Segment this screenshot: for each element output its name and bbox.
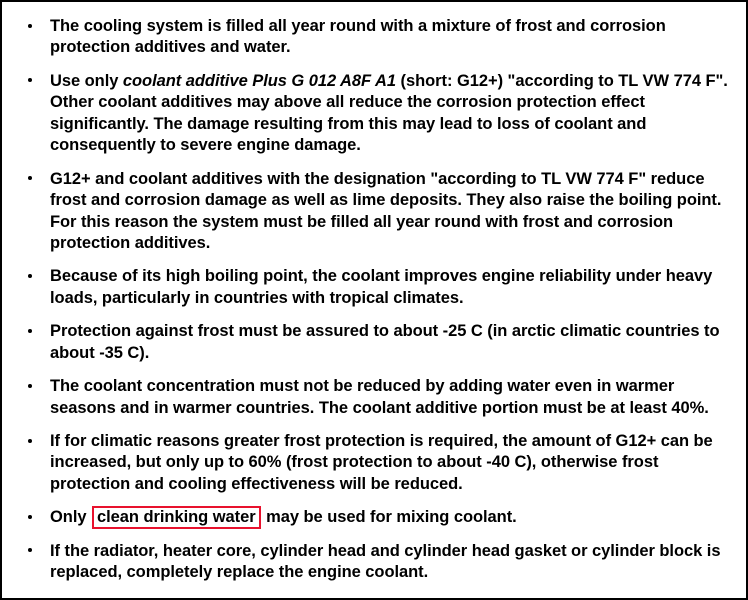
paragraph-text: Because of its high boiling point, the coolant improves engine reliability under heavy loads, particularly in countries with tropical climates.: [50, 267, 713, 307]
emphasized-text: coolant additive Plus G 012 A8F A1: [122, 71, 396, 90]
highlighted-text-box: clean drinking water: [92, 506, 261, 529]
list-item: [20, 431, 732, 495]
round-bullet-icon: [28, 515, 32, 519]
list-item: [20, 376, 732, 419]
paragraph-text: (short: G12+) "according to TL VW 774 F". Other coolant additives may above all reduce the corrosion protection effect significantly. The damage resulting from this may lead to loss of coolant and consequently to severe engine damage.: [50, 71, 728, 155]
paragraph-text: Protection against frost must be assured to about -25 C (in arctic climatic countries to about -35 C).: [50, 322, 720, 362]
list-item: [20, 541, 732, 584]
paragraph-text: If for climatic reasons greater frost protection is required, the amount of G12+ can be increased, but only up to 60% (frost protection to about -40 C), otherwise frost protection and cooling effectiveness will be reduced.: [50, 432, 713, 493]
round-bullet-icon: [28, 78, 32, 82]
list-item: [20, 321, 732, 364]
paragraph-text: G12+ and coolant additives with the designation "according to TL VW 774 F" reduce frost and corrosion damage as well as lime deposits. They also raise the boiling point. For this reason the system must be filled all year round with frost and corrosion protection additives.: [50, 169, 722, 252]
coolant-instructions-list: [20, 16, 732, 584]
round-bullet-icon: [28, 548, 32, 552]
round-bullet-icon: [28, 176, 32, 180]
round-bullet-icon: [28, 439, 32, 443]
list-item: [20, 16, 732, 59]
round-bullet-icon: [28, 24, 32, 28]
paragraph-text: The coolant concentration must not be reduced by adding water even in warmer seasons and in warmer countries. The coolant additive portion must be at least 40%.: [50, 377, 709, 417]
round-bullet-icon: [28, 274, 32, 278]
list-item: [20, 71, 732, 157]
paragraph-text: Use only: [50, 71, 123, 90]
round-bullet-icon: [28, 384, 32, 388]
paragraph-text: The cooling system is filled all year round with a mixture of frost and corrosion protection additives and water.: [50, 17, 666, 57]
list-item: [20, 169, 732, 255]
paragraph-text: Only: [50, 508, 92, 527]
paragraph-text: If the radiator, heater core, cylinder head and cylinder head gasket or cylinder block is replaced, completely replace the engine coolant.: [50, 541, 721, 582]
round-bullet-icon: [28, 329, 32, 333]
list-item: [20, 266, 732, 309]
paragraph-text: may be used for mixing coolant.: [261, 508, 517, 527]
list-item: [20, 507, 732, 528]
